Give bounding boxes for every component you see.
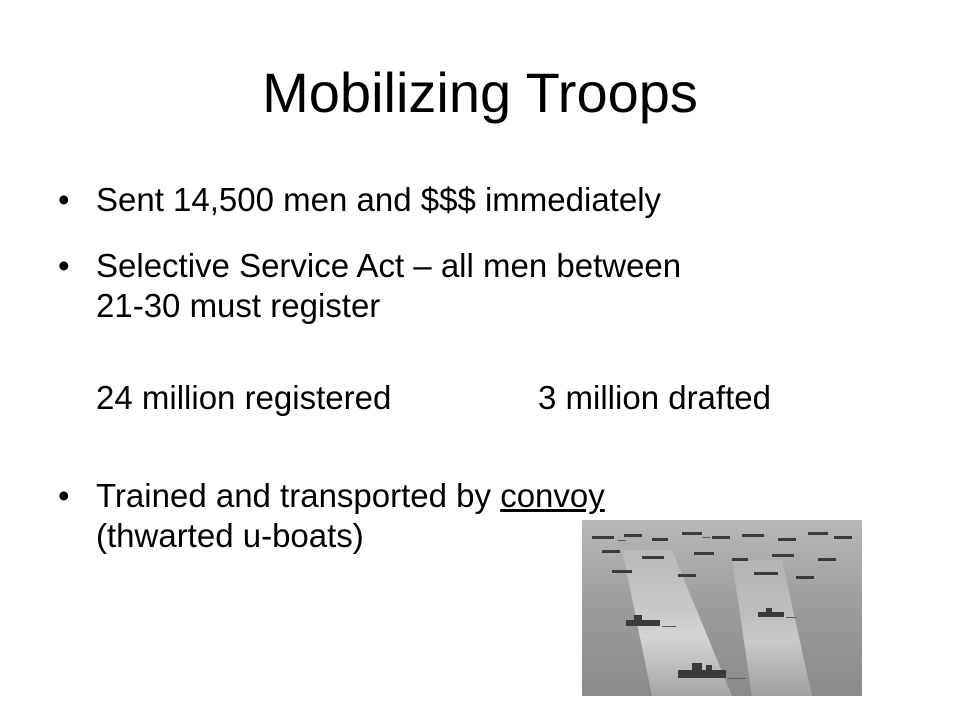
bullet-line-1: Selective Service Act – all men between — [96, 247, 682, 284]
convoy-link[interactable]: convoy — [500, 477, 605, 514]
bullet-dot: • — [58, 247, 70, 284]
convoy-photo-graphic — [582, 520, 862, 696]
sea-background — [582, 520, 862, 696]
bullet-text — [96, 246, 896, 326]
stat-drafted: 3 million drafted — [538, 379, 771, 416]
bullet-line-2: (thwarted u-boats) — [96, 517, 364, 554]
bullet-text: Sent 14,500 men and $$$ immediately — [96, 181, 662, 218]
bullet-dot: • — [58, 181, 70, 218]
stat-registered: 24 million registered — [96, 379, 392, 416]
slide-title: Mobilizing Troops — [262, 61, 698, 124]
bullet-text-pre: Trained and transported by — [96, 477, 501, 514]
bullet-line-1 — [96, 476, 896, 516]
bullet-line-2: 21-30 must register — [96, 287, 381, 324]
convoy-photo — [582, 520, 862, 696]
bullet-dot: • — [58, 477, 70, 514]
